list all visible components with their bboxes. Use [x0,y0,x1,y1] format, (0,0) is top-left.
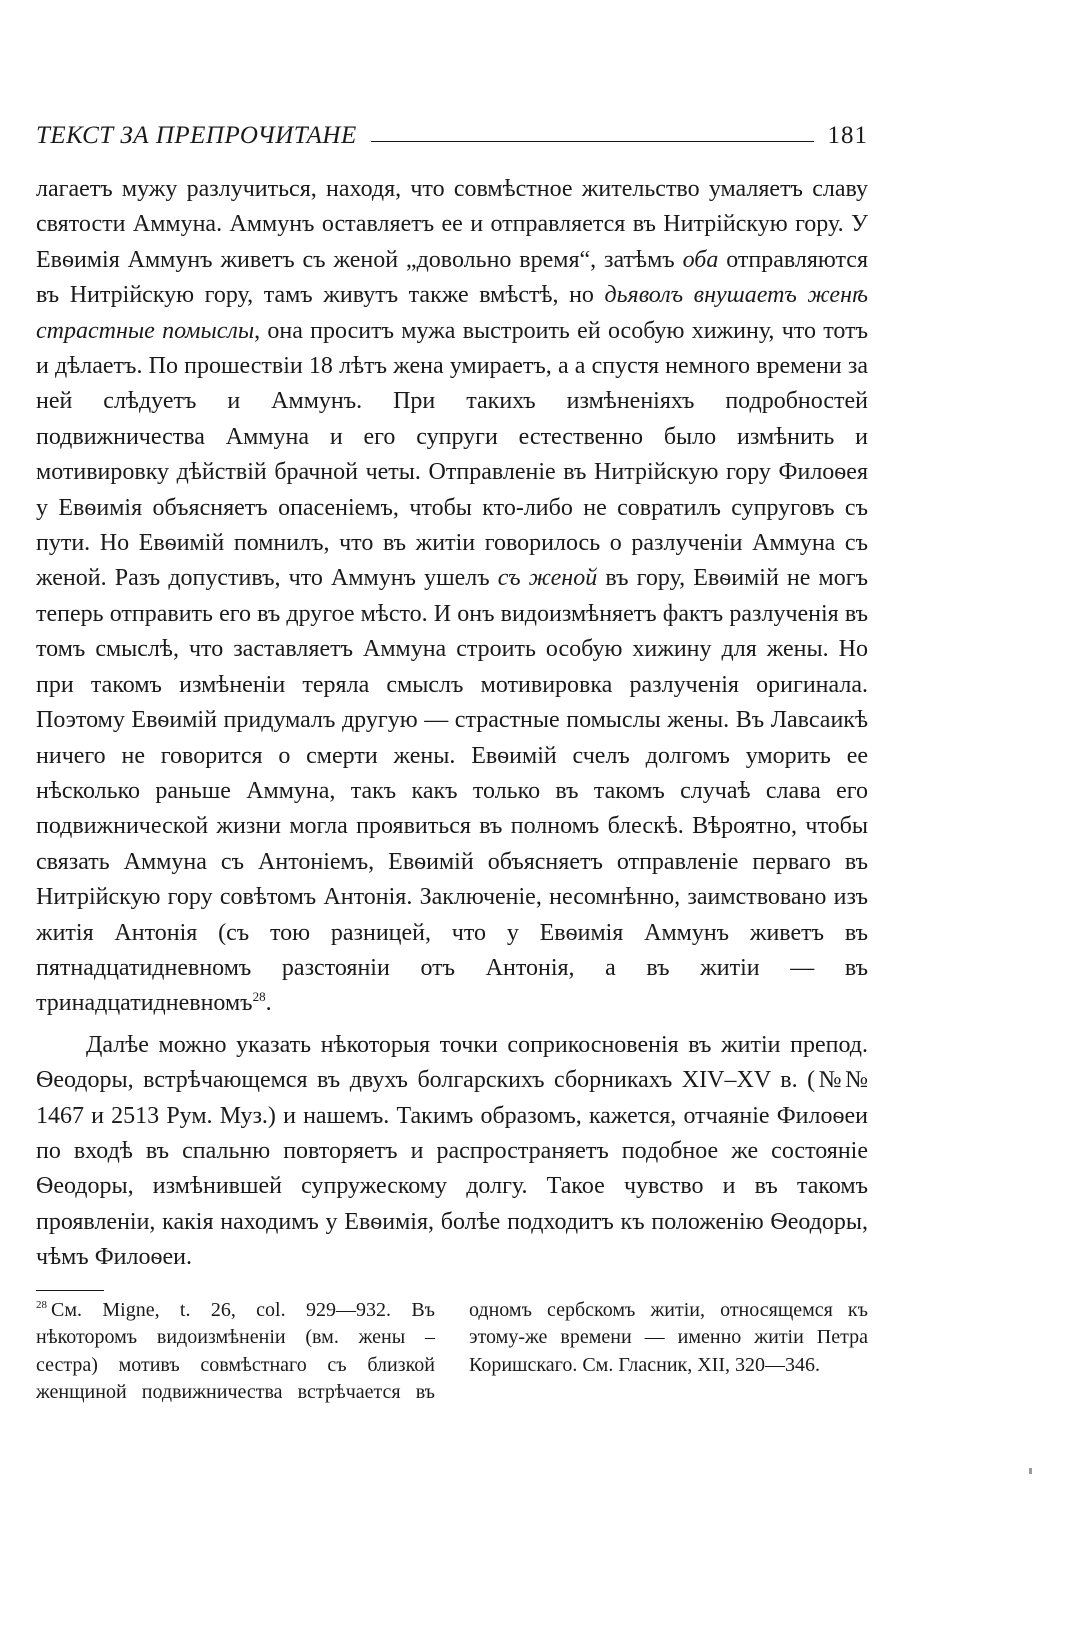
page-number: 181 [827,122,868,149]
page-speck [1029,1468,1032,1474]
paragraph-1-text-c: , она проситъ мужа выстроить ей особую хижину, что тотъ и дѣлаетъ. По прошествіи 18 лѣтъ жена умираетъ, а а спустя немного времени за ней слѣдуетъ и Аммунъ. При такихъ измѣненіяхъ подробностей подвижничества Аммуна и его супруги естественно было измѣнить и мотивировку дѣйствій брачной четы. Отправленіе въ Нитрійскую гору Филоѳея у Евѳимія объясняетъ опасеніемъ, чтобы кто-либо не совратилъ супруговъ съ пути. Но Евѳимій помнилъ, что въ житіи говорилось о разлученіи Аммуна съ женой. Разъ допустивъ, что Аммунъ ушелъ [36,317,868,592]
running-head-title: ТЕКСТ ЗА ПРЕПРОЧИТАНЕ [36,122,357,149]
footnote-reference: 28 [252,989,266,1005]
paragraph-1-text-e: . [265,990,272,1017]
footnote-28 [36,1297,868,1407]
footnote-text: См. Migne, t. 26, col. 929—932. Въ нѣкоторомъ видоизмѣненіи (вм. жены – сестра) мотивъ совмѣстнаго съ близкой женщиной подвижничества встрѣчается въ одномъ сербскомъ житіи, относящемся къ этому-же времени — именно житіи Петра Коришскаго. См. Гласник, XII, 320—346. [36,1298,868,1404]
running-head [36,110,868,150]
footnote-separator [36,1290,104,1291]
paragraph-1-text-a: лагаетъ мужу разлучиться, находя, что совмѣстное жительство умаляетъ славу святости Аммуна. Аммунъ оставляетъ ее и отправляется въ Нитрійскую гору. У Евѳимія Аммунъ живетъ съ женой „довольно время“, затѣмъ [36,176,868,273]
paragraph-2: Далѣе можно указать нѣкоторыя точки соприкосновенія въ житіи препод. Ѳеодоры, встрѣчающемся въ двухъ болгарскихъ сборникахъ XIV–XV в. (№№ 1467 и 2513 Рум. Муз.) и нашемъ. Такимъ образомъ, кажется, отчаяніе Филоѳеи по входѣ въ спальню повторяетъ и распространяетъ подобное же состояніе Ѳеодоры, измѣнившей супружескому долгу. Такое чувство и въ такомъ проявленіи, какія находимъ у Евѳимія, болѣе подходитъ къ положенію Ѳеодоры, чѣмъ Филоѳеи. [36,1031,868,1271]
running-head-rule [371,141,814,142]
emphasis-oba: оба [682,246,719,273]
book-page [36,110,868,1407]
footnote-number: 28 [36,1298,47,1311]
emphasis-s-zhenoy: съ женой [497,565,598,592]
paragraph-1 [36,172,868,1022]
paragraph-1-text-d: въ гору, Евѳимій не могъ теперь отправить его въ другое мѣсто. И онъ видоизмѣняетъ фактъ разлученія въ томъ смыслѣ, что заставляетъ Аммуна строить особую хижину для жены. Но при такомъ измѣненіи теряла смыслъ мотивировка разлученія оригинала. Поэтому Евѳимій придумалъ другую — страстные помыслы жены. Въ Лавсаикѣ ничего не говорится о смерти жены. Евѳимій счелъ долгомъ уморить ее нѣсколько раньше Аммуна, такъ какъ только въ такомъ случаѣ слава его подвижнической жизни могла проявиться въ полномъ блескѣ. Вѣроятно, чтобы связать Аммуна съ Антоніемъ, Евѳимій объясняетъ отправленіе перваго въ Нитрійскую гору совѣтомъ Антонія. Заключеніе, несомнѣнно, заимствовано изъ житія Антонія (съ тою разницей, что у Евѳимія Аммунъ живетъ въ пятнадцатидневномъ разстояніи отъ Антонія, а въ житіи — въ тринадцатидневномъ [36,565,868,1017]
paragraph-1-text-b: отправляются въ Нитрійскую гору, тамъ живутъ также вмѣстѣ, но [36,246,868,309]
emphasis-dyavol: дьяволъ внушаетъ женѣ страстные помыслы [36,282,869,344]
